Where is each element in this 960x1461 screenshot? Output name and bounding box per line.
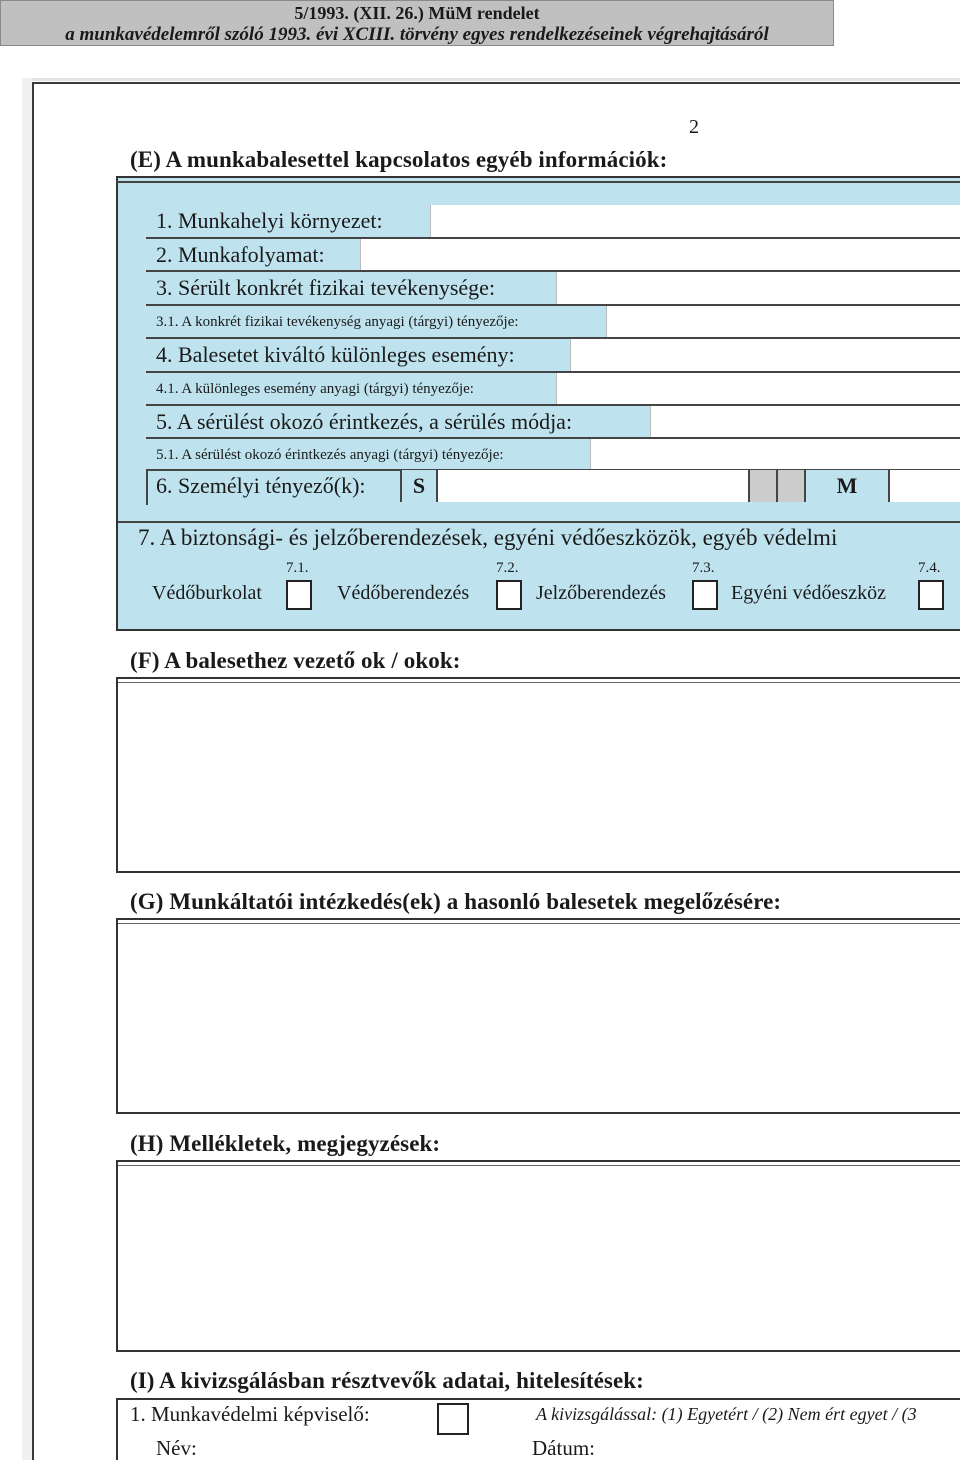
- page-shadow-left: [22, 78, 32, 1460]
- row-contact-factor: [146, 439, 960, 471]
- attachments-notes-textarea[interactable]: [116, 1160, 960, 1352]
- date-label: Dátum:: [532, 1436, 595, 1460]
- row-triggering-event: [146, 339, 960, 373]
- protective-device-checkbox[interactable]: [496, 580, 522, 610]
- option-label: Egyéni védőeszköz: [731, 582, 886, 604]
- safety-representative-checkbox[interactable]: [437, 1403, 469, 1435]
- option-number: 7.1.: [286, 560, 309, 576]
- option-label: Védőberendezés: [337, 582, 470, 604]
- row-physical-activity: [146, 272, 960, 306]
- option-label: Jelzőberendezés: [536, 582, 666, 604]
- row-label: 1. Munkahelyi környezet:: [146, 205, 430, 237]
- row-label: 4.1. A különleges esemény anyagi (tárgyi) tényezője:: [146, 373, 556, 404]
- contact-factor-field[interactable]: [590, 439, 960, 469]
- page-number: 2: [689, 116, 699, 138]
- section-i-title: (I) A kivizsgálásban résztvevők adatai, hitelesítések:: [130, 1368, 644, 1393]
- row-physical-activity-factor: [146, 306, 960, 339]
- header-regulation-title: 5/1993. (XII. 26.) MüM rendelet: [294, 3, 540, 23]
- row-triggering-event-factor: [146, 373, 960, 406]
- row-label: 6. Személyi tényező(k):: [156, 473, 366, 498]
- triggering-event-factor-field[interactable]: [556, 373, 960, 404]
- option-number: 7.4.: [918, 560, 941, 576]
- personal-factor-m-field[interactable]: [888, 470, 960, 502]
- personal-factor-s-field[interactable]: [436, 470, 748, 502]
- option-number: 7.3.: [692, 560, 715, 576]
- row-contact-mode: [146, 406, 960, 439]
- accident-causes-textarea[interactable]: [116, 677, 960, 873]
- triggering-event-field[interactable]: [570, 339, 960, 371]
- row-label: 3. Sérült konkrét fizikai tevékenysége:: [146, 272, 556, 304]
- row-label: 5. A sérülést okozó érintkezés, a sérülés módja:: [146, 406, 650, 437]
- safety-representative-label: 1. Munkavédelmi képviselő:: [130, 1402, 370, 1426]
- physical-activity-field[interactable]: [556, 272, 960, 304]
- row-label: 4. Balesetet kiváltó különleges esemény:: [146, 339, 570, 371]
- divider: [116, 181, 960, 183]
- page-shadow-top: [22, 78, 960, 81]
- agreement-options: A kivizsgálással: (1) Egyetért / (2) Nem ért egyet / (3: [536, 1404, 917, 1424]
- row-work-process: [146, 239, 960, 272]
- contact-mode-field[interactable]: [650, 406, 960, 437]
- m-code-label: M: [804, 470, 888, 502]
- work-process-field[interactable]: [360, 239, 960, 270]
- option-number: 7.2.: [496, 560, 519, 576]
- section-g-title: (G) Munkáltatói intézkedés(ek) a hasonló balesetek megelőzésére:: [130, 889, 782, 914]
- section-f-title: (F) A balesethez vezető ok / okok:: [130, 648, 461, 673]
- physical-activity-factor-field[interactable]: [606, 306, 960, 337]
- signal-device-checkbox[interactable]: [692, 580, 718, 610]
- section-e-title: (E) A munkabalesettel kapcsolatos egyéb információk:: [130, 147, 668, 172]
- workplace-environment-field[interactable]: [430, 205, 960, 237]
- header-regulation-subtitle: a munkavédelemről szóló 1993. évi XCIII. törvény egyes rendelkezéseinek végrehajtásáról: [65, 24, 769, 45]
- row-personal-factors: [146, 470, 960, 504]
- row-label: 3.1. A konkrét fizikai tevékenység anyagi (tárgyi) tényezője:: [146, 306, 606, 337]
- shaded-cell: [748, 470, 776, 502]
- section-h-title: (H) Mellékletek, megjegyzések:: [130, 1131, 441, 1156]
- option-label: Védőburkolat: [152, 582, 262, 604]
- row-workplace-environment: [146, 205, 960, 239]
- document-header: [0, 0, 834, 46]
- shaded-cell: [776, 470, 804, 502]
- name-label: Név:: [156, 1436, 197, 1460]
- protective-cover-checkbox[interactable]: [286, 580, 312, 610]
- employer-measures-textarea[interactable]: [116, 918, 960, 1114]
- row-label: 2. Munkafolyamat:: [146, 239, 360, 270]
- s-code-label: S: [400, 470, 436, 502]
- row-label: 5.1. A sérülést okozó érintkezés anyagi (tárgyi) tényezője:: [146, 439, 590, 469]
- divider: [118, 521, 960, 523]
- personal-protective-equipment-checkbox[interactable]: [918, 580, 944, 610]
- item-7-title: 7. A biztonsági- és jelzőberendezések, egyéni védőeszközök, egyéb védelmi: [138, 525, 838, 550]
